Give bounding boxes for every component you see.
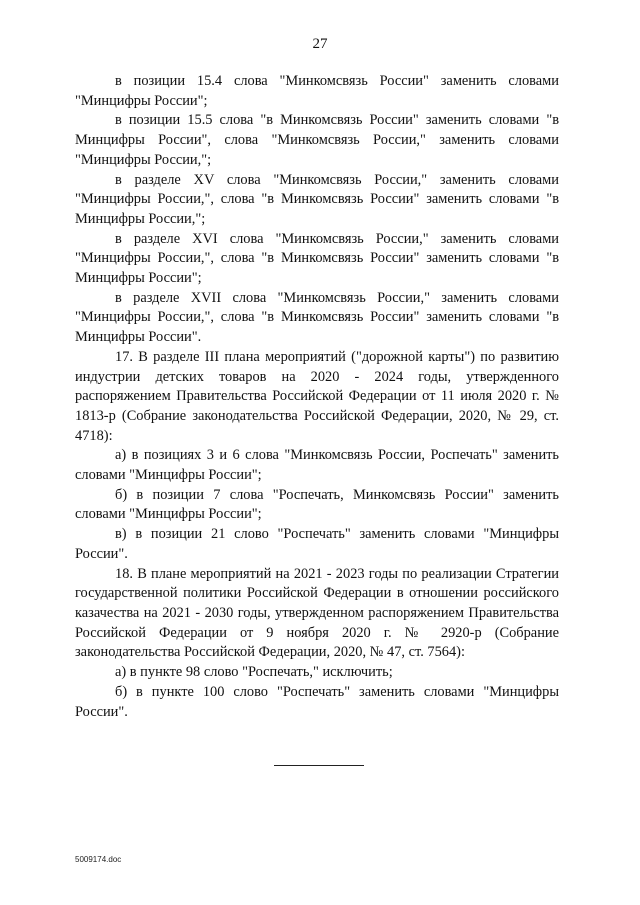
paragraph-item-15-4: в позиции 15.4 слова "Минкомсвязь России" заменить словами "Минцифры России";	[75, 73, 559, 109]
paragraph-section-xvi: в разделе XVI слова "Минкомсвязь России," заменить словами "Минцифры России,", слова "в Минкомсвязь России" заменить словами "в Минцифры России";	[75, 230, 559, 287]
paragraph-point-17-v: в) в позиции 21 слово "Роспечать" заменить словами "Минцифры России".	[75, 526, 559, 562]
paragraph-point-17-b: б) в позиции 7 слова "Роспечать, Минкомсвязь России" заменить словами "Минцифры России";	[75, 486, 559, 523]
end-separator-line	[274, 765, 364, 766]
page-number: 27	[312, 36, 328, 52]
paragraph-item-15-5: в позиции 15.5 слова "в Минкомсвязь России" заменить словами "в Минцифры России", слова "Минкомсвязь России," заменить словами "Минцифры России,";	[75, 112, 559, 168]
paragraph-point-18-a: а) в пункте 98 слово "Роспечать," исключить;	[115, 664, 393, 681]
paragraph-point-18-b: б) в пункте 100 слово "Роспечать" заменить словами "Минцифры России".	[75, 683, 559, 720]
footer-file-code: 5009174.doc	[75, 855, 122, 864]
document-body	[75, 72, 559, 722]
paragraph-section-xv: в разделе XV слова "Минкомсвязь России," заменить словами "Минцифры России,", слова "в Минкомсвязь России" заменить словами "в Минцифры России,";	[75, 171, 559, 227]
paragraph-section-xvii: в разделе XVII слова "Минкомсвязь России," заменить словами "Минцифры России,", слова "в Минкомсвязь России" заменить словами "в Минцифры России".	[75, 289, 559, 346]
paragraph-point-17-a: а) в позициях 3 и 6 слова "Минкомсвязь России, Роспечать" заменить словами "Минцифры России";	[75, 447, 559, 484]
paragraph-point-18: 18. В плане мероприятий на 2021 - 2023 годы по реализации Стратегии государственной политики Российской Федерации в отношении российского казачества на 2021 - 2030 годы, утвержденном распоряжением Правительства Российской Федерации от 9 ноября 2020 г. № 2920-р (Собрание законодательства Российской Федерации, 2020, № 47, ст. 7564):	[75, 565, 559, 661]
paragraph-point-17: 17. В разделе III плана мероприятий ("дорожной карты") по развитию индустрии детских товаров на 2020 - 2024 годы, утвержденного распоряжением Правительства Российской Федерации от 11 июля 2020 г. № 1813-р (Собрание законодательства Российской Федерации, 2020, № 29, ст. 4718):	[75, 348, 559, 444]
